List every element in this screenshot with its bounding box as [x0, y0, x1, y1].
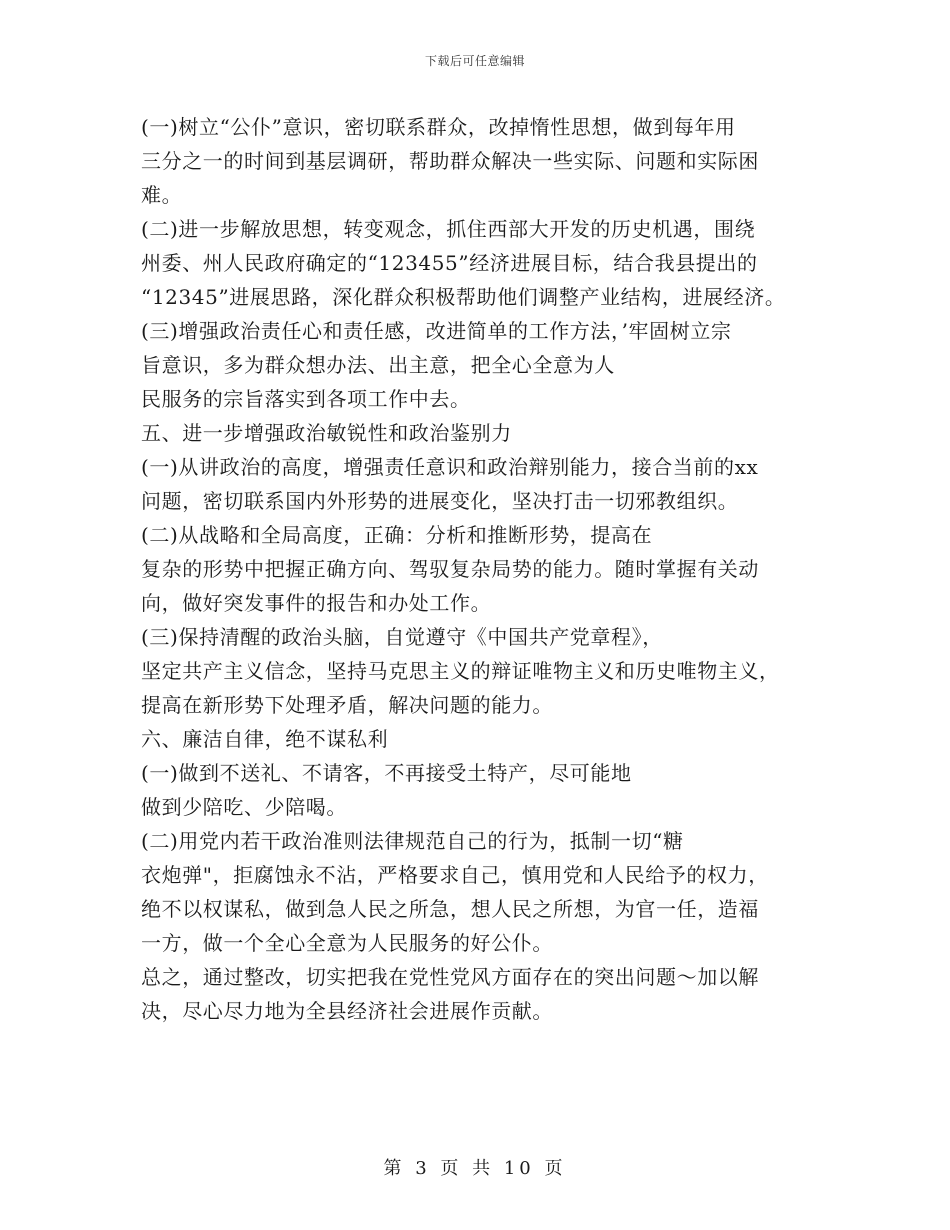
text-line: (三)保持清醒的政治头脑，自觉遵守《中国共产党章程》，: [141, 625, 663, 649]
text-line: 一方，做一个全心全意为人民服务的好公仆。: [141, 931, 553, 955]
text-line: 做到少陪吃、少陪喝。: [141, 795, 347, 819]
text-line: 绝不以权谋私，做到急人民之所急，想人民之所想，为官一任，造福: [141, 897, 759, 921]
text-line: 难。: [141, 183, 183, 207]
text-line: 向，做好突发事件的报告和办处工作。: [141, 591, 492, 615]
text-line: (二)进一步解放思想，转变观念，抓住西部大开发的历史机遇，围绕: [141, 217, 756, 241]
document-body: [141, 110, 841, 1028]
text-line: (一)从讲政治的高度，增强责任意识和政治辩别能力，接合当前的xx: [141, 455, 759, 479]
text-line: 提高在新形势下处理矛盾，解决问题的能力。: [141, 693, 553, 717]
text-line: (三)增强政治责任心和责任感，改进简单的工作方法，’牢固树立宗: [141, 319, 732, 343]
text-line: (二)用党内若干政治准则法律规范自己的行为，抵制一切“糖: [141, 829, 684, 853]
text-line: 三分之一的时间到基层调研，帮助群众解决一些实际、问题和实际困: [141, 149, 759, 173]
text-line: “12345”进展思路，深化群众积极帮助他们调整产业结构，进展经济。: [141, 285, 786, 309]
text-line: 民服务的宗旨落实到各项工作中去。: [141, 387, 471, 411]
text-line: (一)树立“公仆”意识，密切联系群众，改掉惰性思想，做到每年用: [141, 115, 736, 139]
text-line: 衣炮弹"，拒腐蚀永不沾，严格要求自己，慎用党和人民给予的权力，: [141, 863, 769, 887]
text-line: 旨意识，多为群众想办法、出主意，把全心全意为人: [141, 353, 615, 377]
text-line: 总之，通过整改，切实把我在党性党风方面存在的突出问题～加以解: [141, 965, 759, 989]
text-line: (二)从战略和全局高度，正确：分析和推断形势，提高在: [141, 523, 653, 547]
section-heading: 五、进一步增强政治敏锐性和政治鉴别力: [141, 421, 512, 445]
text-line: (一)做到不送礼、不请客，不再接受土特产，尽可能地: [141, 761, 632, 785]
text-line: 决，尽心尽力地为全县经济社会进展作贡献。: [141, 999, 553, 1023]
page-footer: 第 3 页 共 10 页: [383, 1158, 567, 1179]
text-line: 州委、州人民政府确定的“123455”经济进展目标，结合我县提出的: [141, 251, 758, 275]
text-line: 复杂的形势中把握正确方向、驾驭复杂局势的能力。随时掌握有关动: [141, 557, 759, 581]
text-line: 问题，密切联系国内外形势的进展变化，坚决打击一切邪教组织。: [141, 489, 739, 513]
section-heading: 六、廉洁自律，绝不谋私利: [141, 727, 389, 751]
page-header: 下载后可任意编辑: [424, 54, 525, 68]
text-line: 坚定共产主义信念，坚持马克思主义的辩证唯物主义和历史唯物主义，: [141, 659, 780, 683]
